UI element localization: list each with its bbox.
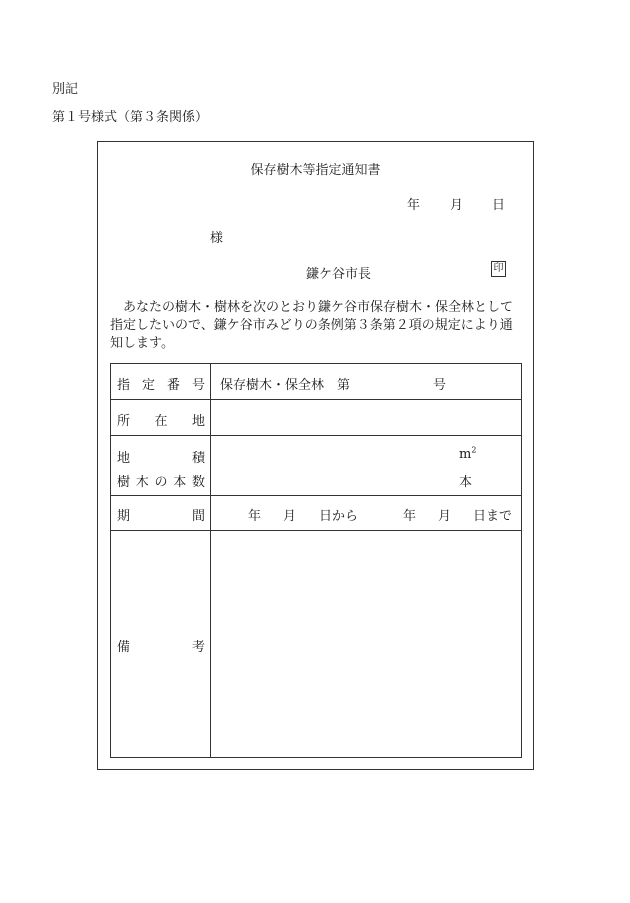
- header-label: 別記: [52, 82, 79, 97]
- label-designation-number: 指 定 番 号: [117, 378, 205, 393]
- issuer-name: 鎌ケ谷市長: [306, 267, 372, 282]
- period-start-day: 日から: [319, 509, 359, 524]
- period-start-month: 月: [283, 509, 297, 524]
- date-month: 月: [450, 198, 464, 213]
- designation-table: [110, 363, 522, 758]
- notice-body: あなたの樹木・樹林を次のとおり鎌ケ谷市保存樹木・保全林として指定したいので、鎌ケ谷市みどりの条例第３条第２項の規定により通知します。: [110, 300, 514, 351]
- designation-number-prefix: 保存樹木・保全林 第: [220, 378, 351, 393]
- table-row-divider: [111, 399, 521, 400]
- period-end-year: 年: [403, 509, 417, 524]
- table-column-divider: [210, 364, 211, 757]
- period-start-year: 年: [248, 509, 262, 524]
- date-day: 日: [492, 198, 506, 213]
- table-row-divider: [111, 530, 521, 531]
- label-area: 地 積: [117, 451, 205, 466]
- label-location: 所 在 地: [117, 414, 205, 429]
- notice-form: [97, 141, 534, 770]
- seal-mark: 印: [491, 261, 506, 277]
- tree-count-unit: 本: [459, 475, 473, 490]
- label-period: 期 間: [117, 509, 205, 524]
- date-year: 年: [407, 198, 421, 213]
- period-end-day: 日まで: [473, 509, 513, 524]
- table-row-divider: [111, 435, 521, 436]
- area-unit: $m^2$: [459, 445, 477, 462]
- form-number: 第１号様式（第３条関係）: [52, 110, 209, 125]
- label-remarks: 備 考: [117, 640, 205, 655]
- recipient-suffix: 様: [210, 231, 224, 246]
- table-row-divider: [111, 495, 521, 496]
- label-tree-count: 樹 木 の 本 数: [117, 475, 205, 490]
- form-title: 保存樹木等指定通知書: [250, 163, 381, 178]
- designation-number-suffix: 号: [433, 378, 447, 393]
- period-end-month: 月: [438, 509, 452, 524]
